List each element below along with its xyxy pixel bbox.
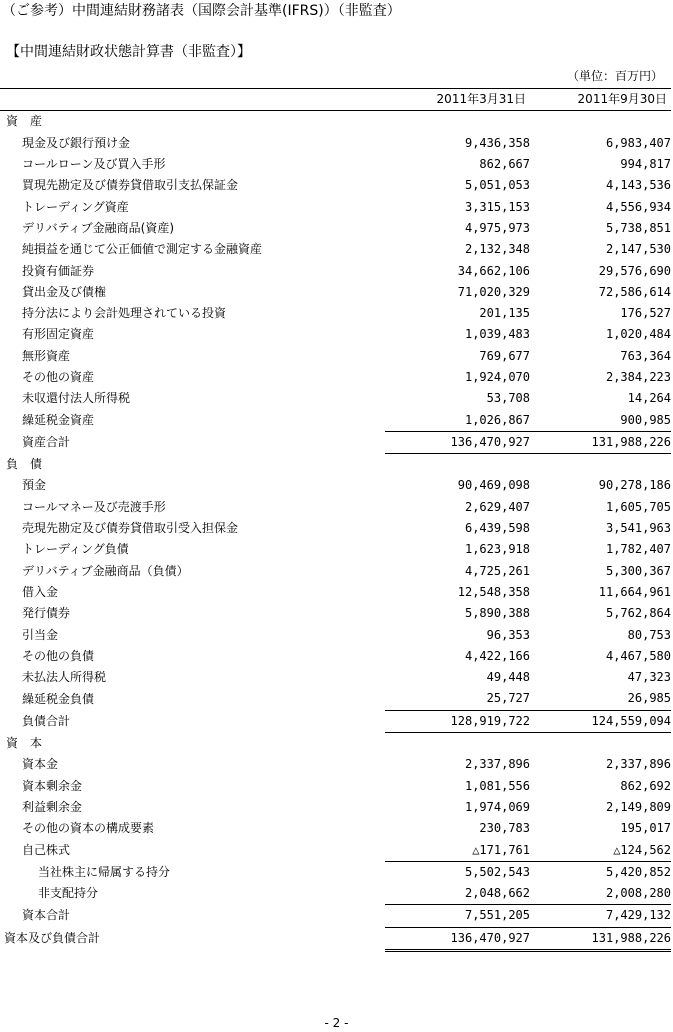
row-label: 利益剰余金 [22, 799, 83, 814]
row-label: 自己株式 [22, 842, 71, 857]
table-row [0, 218, 671, 239]
row-label: 借入金 [22, 584, 59, 599]
value-2011-09-30: 14,264 [627, 391, 671, 406]
table-row [0, 175, 671, 196]
table-row [0, 154, 671, 175]
row-label: 貸出金及び債権 [22, 284, 107, 299]
column-header-2011-03-31: 2011年3月31日 [385, 89, 530, 111]
table-row [0, 561, 671, 582]
value-2011-03-31: 862,667 [479, 157, 530, 172]
row-label: その他の資産 [22, 370, 95, 384]
row-label: 売現先勘定及び債券貸借取引受入担保金 [22, 521, 239, 536]
table-row [0, 905, 671, 927]
value-2011-09-30: 2,384,223 [605, 370, 671, 384]
value-2011-03-31: 769,677 [479, 348, 530, 363]
balance-sheet-table [0, 88, 671, 952]
column-header-2011-09-30: 2011年9月30日 [530, 89, 671, 111]
table-row [0, 883, 671, 905]
table-row [0, 346, 671, 367]
value-2011-09-30: 4,143,536 [605, 178, 671, 193]
value-2011-09-30: 3,541,963 [605, 521, 671, 536]
table-row [0, 497, 671, 518]
value-2011-09-30: 90,278,186 [598, 478, 671, 493]
value-2011-09-30: 763,364 [620, 348, 671, 363]
value-2011-09-30: 2,149,809 [605, 799, 671, 814]
row-label: 繰延税金負債 [22, 691, 95, 706]
value-2011-03-31: 1,039,483 [464, 327, 530, 342]
value-2011-03-31: 90,469,098 [457, 478, 530, 493]
value-2011-03-31: 4,422,166 [464, 648, 530, 663]
row-label: 無形資産 [22, 348, 71, 363]
unit-label: （単位：百万円） [566, 69, 663, 83]
value-2011-09-30 [530, 454, 671, 476]
table-row [0, 388, 671, 409]
row-label: 資本剰余金 [22, 778, 83, 793]
value-2011-03-31: 4,725,261 [464, 563, 530, 578]
row-label: 未払法人所得税 [22, 670, 107, 685]
value-2011-03-31 [385, 732, 530, 754]
value-2011-03-31: 6,439,598 [464, 521, 530, 536]
table-row [0, 431, 671, 453]
row-label: 資本及び負債合計 [4, 931, 101, 946]
value-2011-09-30: 2,008,280 [605, 886, 671, 901]
value-2011-03-31: 96,353 [486, 627, 530, 642]
value-2011-09-30: 862,692 [620, 778, 671, 793]
value-2011-09-30: 1,020,484 [605, 327, 671, 342]
value-2011-03-31: 5,890,388 [464, 606, 530, 621]
row-label: その他の負債 [22, 648, 95, 663]
value-2011-09-30 [530, 111, 671, 133]
row-label: 資産合計 [22, 434, 71, 449]
value-2011-09-30: 4,556,934 [605, 199, 671, 214]
value-2011-03-31: 136,470,927 [385, 927, 530, 950]
row-label: 純損益を通じて公正価値で測定する金融資産 [22, 242, 263, 257]
value-2011-03-31: 49,448 [486, 670, 530, 685]
row-label: 当社株主に帰属する持分 [38, 864, 171, 879]
table-row [0, 861, 671, 883]
value-2011-03-31: 2,048,662 [464, 886, 530, 901]
value-2011-09-30: 5,762,864 [605, 606, 671, 621]
table-row [0, 303, 671, 324]
table-row [0, 239, 671, 260]
value-2011-09-30: 6,983,407 [605, 135, 671, 150]
value-2011-03-31: 5,051,053 [464, 178, 530, 193]
row-label: 投資有価証券 [22, 263, 95, 278]
table-row [0, 475, 671, 496]
row-label: コールマネー及び売渡手形 [22, 499, 166, 514]
value-2011-03-31: 1,026,867 [464, 412, 530, 427]
table-row [0, 539, 671, 560]
value-2011-03-31: 5,502,543 [385, 861, 530, 883]
table-row [0, 409, 671, 431]
table-row [0, 797, 671, 818]
table-row [0, 732, 671, 754]
section-title: 【中間連結財政状態計算書（非監査）】 [6, 44, 251, 60]
table-row [0, 927, 671, 950]
value-2011-09-30: 1,782,407 [605, 542, 671, 557]
table-row [0, 754, 671, 775]
row-label: 資本金 [22, 757, 59, 772]
table-row [0, 710, 671, 732]
table-row [0, 260, 671, 281]
header-blank-cell [0, 89, 385, 111]
value-2011-03-31: 1,974,069 [464, 799, 530, 814]
row-label: 持分法により会計処理されている投資 [22, 306, 227, 321]
value-2011-03-31: 34,662,106 [457, 263, 530, 278]
row-label: デリバティブ金融商品（負債） [22, 563, 189, 578]
value-2011-03-31: 3,315,153 [464, 199, 530, 214]
table-row [0, 582, 671, 603]
table-row [0, 454, 671, 476]
page-title: （ご参考）中間連結財務諸表（国際会計基準(IFRS)）（非監査） [2, 3, 401, 19]
table-row [0, 367, 671, 388]
row-label: 預金 [22, 478, 47, 493]
value-2011-03-31: 230,783 [479, 821, 530, 836]
table-row [0, 111, 671, 133]
table-row [0, 839, 671, 861]
value-2011-03-31 [385, 111, 530, 133]
value-2011-09-30: 2,337,896 [605, 757, 671, 772]
row-label: 負 債 [6, 456, 43, 471]
row-label: 未収還付法人所得税 [22, 391, 131, 406]
table-row [0, 324, 671, 345]
row-label: トレーディング資産 [22, 199, 129, 214]
value-2011-09-30: 29,576,690 [598, 263, 671, 278]
table-row [0, 818, 671, 839]
table-body [0, 111, 671, 951]
value-2011-03-31: 136,470,927 [385, 431, 530, 453]
value-2011-03-31: 1,623,918 [464, 542, 530, 557]
table-row [0, 518, 671, 539]
table-row [0, 646, 671, 667]
row-label: 有形固定資産 [22, 327, 95, 342]
value-2011-09-30: 994,817 [620, 157, 671, 172]
value-2011-03-31: 7,551,205 [385, 905, 530, 927]
value-2011-09-30: 26,985 [627, 691, 671, 706]
value-2011-03-31: 1,081,556 [464, 778, 530, 793]
value-2011-03-31: △171,761 [472, 842, 530, 857]
value-2011-09-30: 131,988,226 [530, 431, 671, 453]
table-row [0, 624, 671, 645]
value-2011-09-30: 4,467,580 [605, 648, 671, 663]
table-header-row [0, 89, 671, 111]
value-2011-09-30: 195,017 [620, 821, 671, 836]
value-2011-09-30: 5,420,852 [530, 861, 671, 883]
row-label: 現金及び銀行預け金 [22, 135, 131, 150]
page-number: - 2 - [324, 1016, 349, 1030]
table-row [0, 133, 671, 154]
value-2011-03-31 [385, 454, 530, 476]
value-2011-03-31: 4,975,973 [464, 220, 530, 235]
value-2011-09-30: 900,985 [620, 412, 671, 427]
row-label: 資 本 [6, 735, 43, 750]
value-2011-09-30: 11,664,961 [598, 584, 671, 599]
value-2011-09-30 [530, 732, 671, 754]
value-2011-09-30: 176,527 [620, 306, 671, 321]
value-2011-09-30: 72,586,614 [598, 284, 671, 299]
value-2011-03-31: 2,629,407 [464, 499, 530, 514]
value-2011-03-31: 53,708 [486, 391, 530, 406]
row-label: その他の資本の構成要素 [22, 821, 155, 836]
table-row [0, 688, 671, 710]
value-2011-09-30: 7,429,132 [530, 905, 671, 927]
table-row [0, 667, 671, 688]
value-2011-03-31: 128,919,722 [385, 710, 530, 732]
row-label: 繰延税金資産 [22, 412, 95, 427]
value-2011-09-30: 1,605,705 [605, 499, 671, 514]
row-label: 引当金 [22, 627, 59, 642]
value-2011-09-30: 80,753 [627, 627, 671, 642]
row-label: コールローン及び買入手形 [22, 157, 166, 172]
row-label: 発行債券 [22, 606, 71, 621]
value-2011-03-31: 71,020,329 [457, 284, 530, 299]
value-2011-03-31: 25,727 [486, 691, 530, 706]
value-2011-09-30: △124,562 [613, 842, 671, 857]
row-label: 買現先勘定及び債券貸借取引支払保証金 [22, 178, 239, 193]
table-row [0, 603, 671, 624]
value-2011-09-30: 124,559,094 [530, 710, 671, 732]
value-2011-09-30: 5,738,851 [605, 220, 671, 235]
value-2011-03-31: 12,548,358 [457, 584, 530, 599]
value-2011-03-31: 2,337,896 [464, 757, 530, 772]
value-2011-09-30: 47,323 [627, 670, 671, 685]
value-2011-03-31: 1,924,070 [464, 370, 530, 384]
value-2011-09-30: 2,147,530 [605, 242, 671, 257]
table-row [0, 282, 671, 303]
value-2011-09-30: 131,988,226 [530, 927, 671, 950]
row-label: 負債合計 [22, 713, 71, 728]
value-2011-03-31: 201,135 [479, 306, 530, 321]
value-2011-03-31: 9,436,358 [464, 135, 530, 150]
row-label: 資 産 [6, 114, 43, 129]
value-2011-09-30: 5,300,367 [605, 563, 671, 578]
row-label: デリバティブ金融商品(資産) [22, 220, 175, 235]
row-label: 資本合計 [22, 908, 71, 923]
row-label: トレーディング負債 [22, 542, 129, 557]
row-label: 非支配持分 [38, 886, 99, 901]
value-2011-03-31: 2,132,348 [464, 242, 530, 257]
table-row [0, 776, 671, 797]
table-row [0, 196, 671, 217]
